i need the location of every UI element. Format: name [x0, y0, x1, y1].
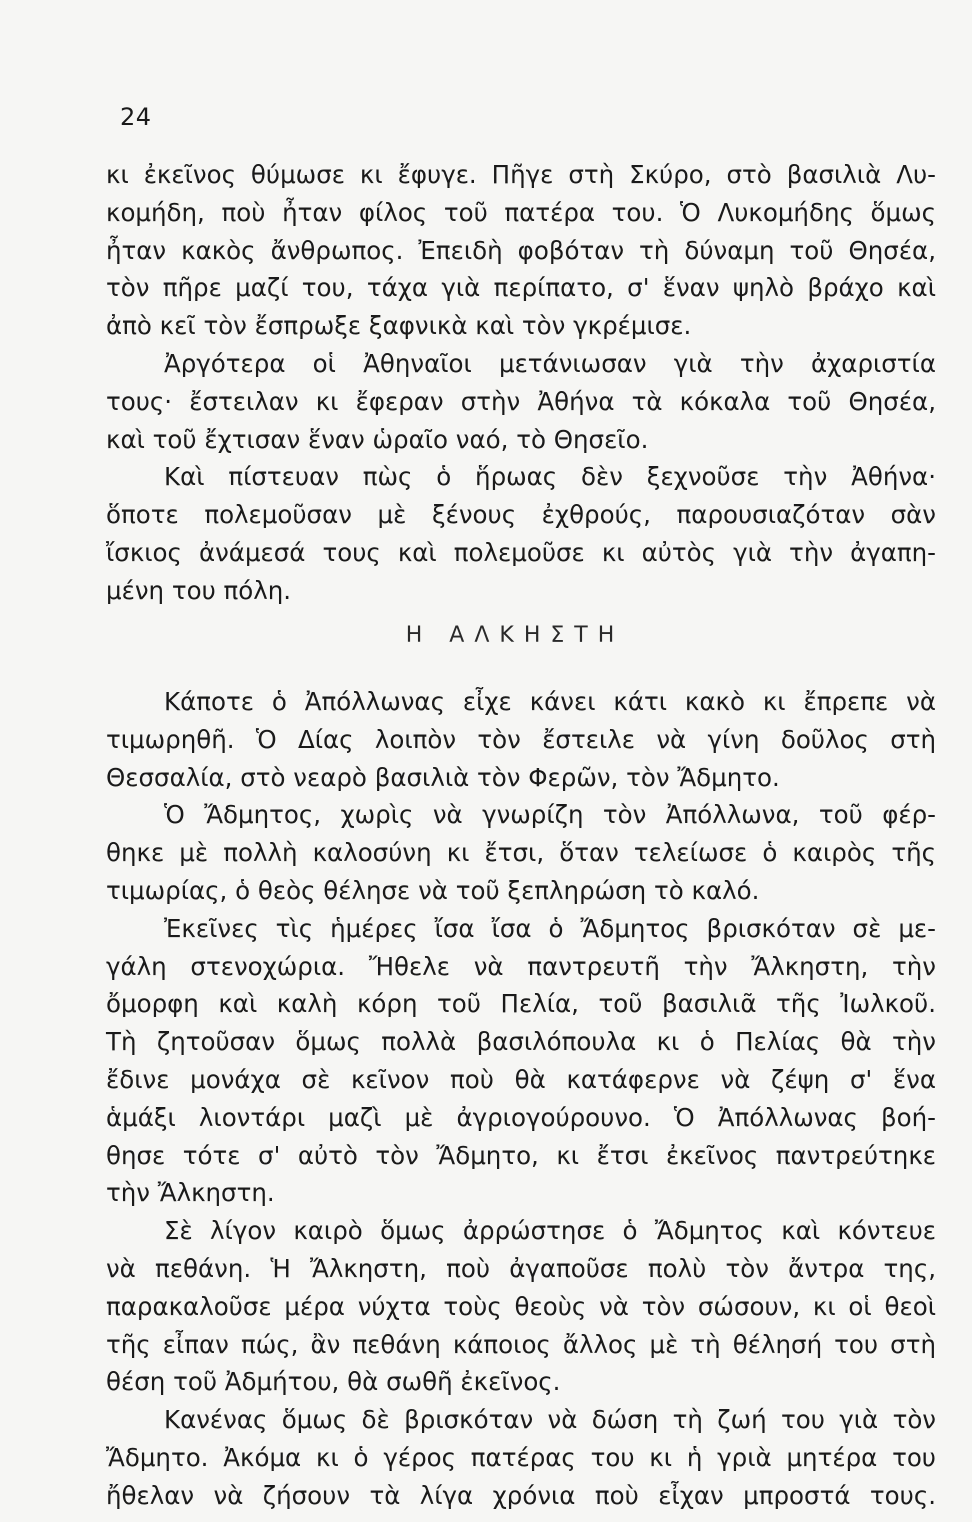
page-number: 24: [120, 103, 152, 131]
text-line: ἦταν κακὸς ἄνθρωπος. Ἐπειδὴ φοβόταν τὴ δύναμη τοῦ Θησέα,: [106, 235, 936, 265]
text-line: παρακαλοῦσε μέρα νύχτα τοὺς θεοὺς νὰ τὸν σώσουν, κι οἱ θεοὶ: [106, 1291, 936, 1321]
text-line: ὅποτε πολεμοῦσαν μὲ ξένους ἐχθρούς, παρουσιαζόταν σὰν: [106, 500, 936, 530]
text-line: καὶ τοῦ ἔχτισαν ἕναν ὡραῖο ναό, τὸ Θησεῖο.: [106, 424, 649, 454]
text-line: τὸν πῆρε μαζί του, τάχα γιὰ περίπατο, σ' ἕναν ψηλὸ βράχο καὶ: [106, 273, 936, 303]
text-line: ὄμορφη καὶ καλὴ κόρη τοῦ Πελία, τοῦ βασιλιᾶ τῆς Ἰωλκοῦ.: [106, 989, 936, 1019]
text-line: τιμωρηθῆ. Ὁ Δίας λοιπὸν τὸν ἔστειλε νὰ γίνη δοῦλος στὴ: [106, 724, 936, 754]
text-line: ἔδινε μονάχα σὲ κεῖνον ποὺ θὰ κατάφερνε νὰ ζέψη σ' ἕνα: [106, 1064, 936, 1094]
text-line: ἁμάξι λιοντάρι μαζὶ μὲ ἀγριογούρουνο. Ὁ Ἀπόλλωνας βοή-: [106, 1102, 936, 1132]
text-section-alcestis: [106, 687, 936, 1522]
text-line: κι ἐκεῖνος θύμωσε κι ἔφυγε. Πῆγε στὴ Σκύρο, στὸ βασιλιὰ Λυ-: [106, 160, 936, 189]
text-section-theseus: [106, 160, 936, 617]
text-line: ἤθελαν νὰ ζήσουν τὰ λίγα χρόνια ποὺ εἶχαν μπροστά τους.: [106, 1480, 936, 1510]
text-line: τους· ἔστειλαν κι ἔφεραν στὴν Ἀθήνα τὰ κόκαλα τοῦ Θησέα,: [106, 386, 936, 416]
text-line: γάλη στενοχώρια. Ἤθελε νὰ παντρευτῆ τὴν Ἄλκηστη, τὴν: [106, 951, 936, 981]
text-line: κομήδη, ποὺ ἦταν φίλος τοῦ πατέρα του. Ὁ Λυκομήδης ὅμως: [106, 197, 936, 227]
text-line: Κάποτε ὁ Ἀπόλλωνας εἶχε κάνει κάτι κακὸ κι ἔπρεπε νὰ: [164, 687, 936, 716]
text-line: Ἀργότερα οἱ Ἀθηναῖοι μετάνιωσαν γιὰ τὴν ἀχαριστία: [164, 348, 936, 378]
text-line: θηκε μὲ πολλὴ καλοσύνη κι ἔτσι, ὅταν τελείωσε ὁ καιρὸς τῆς: [106, 838, 936, 868]
text-line: Τὴ ζητοῦσαν ὅμως πολλὰ βασιλόπουλα κι ὁ Πελίας θὰ τὴν: [106, 1027, 936, 1057]
text-line: Θεσσαλία, στὸ νεαρὸ βασιλιὰ τὸν Φερῶν, τὸν Ἄδμητο.: [106, 762, 780, 792]
text-line: ἴσκιος ἀνάμεσά τους καὶ πολεμοῦσε κι αὐτὸς γιὰ τὴν ἀγαπη-: [106, 537, 936, 567]
text-line: μένη του πόλη.: [106, 575, 292, 605]
text-line: ἀπὸ κεῖ τὸν ἔσπρωξε ξαφνικὰ καὶ τὸν γκρέμισε.: [106, 311, 692, 341]
text-line: Καὶ πίστευαν πὼς ὁ ἥρωας δὲν ξεχνοῦσε τὴν Ἀθήνα·: [164, 462, 936, 492]
text-line: Ὁ Ἄδμητος, χωρὶς νὰ γνωρίζη τὸν Ἀπόλλωνα, τοῦ φέρ-: [164, 800, 936, 830]
text-line: τῆς εἶπαν πώς, ἂν πεθάνη κάποιος ἄλλος μὲ τὴ θέλησή του στὴ: [106, 1329, 936, 1359]
text-line: τὴν Ἄλκηστη.: [106, 1178, 275, 1208]
chapter-heading: Η ΑΛΚΗΣΤΗ: [405, 623, 625, 648]
text-line: Ἐκεῖνες τὶς ἡμέρες ἴσα ἴσα ὁ Ἄδμητος βρισκόταν σὲ με-: [164, 913, 936, 943]
text-line: Σὲ λίγον καιρὸ ὅμως ἀρρώστησε ὁ Ἄδμητος καὶ κόντευε: [164, 1216, 936, 1246]
text-line: τιμωρίας, ὁ θεὸς θέλησε νὰ τοῦ ξεπληρώση τὸ καλό.: [106, 875, 760, 905]
text-line: θέση τοῦ Ἀδμήτου, θὰ σωθῆ ἐκεῖνος.: [106, 1367, 561, 1397]
text-line: θησε τότε σ' αὐτὸ τὸν Ἄδμητο, κι ἔτσι ἐκεῖνος παντρεύτηκε: [106, 1140, 936, 1170]
text-line: Κανένας ὅμως δὲ βρισκόταν νὰ δώση τὴ ζωή του γιὰ τὸν: [164, 1405, 936, 1435]
text-line: νὰ πεθάνη. Ἡ Ἄλκηστη, ποὺ ἀγαποῦσε πολὺ τὸν ἄντρα της,: [106, 1253, 936, 1283]
text-line: Ἄδμητο. Ἀκόμα κι ὁ γέρος πατέρας του κι ἡ γριὰ μητέρα του: [106, 1442, 936, 1472]
